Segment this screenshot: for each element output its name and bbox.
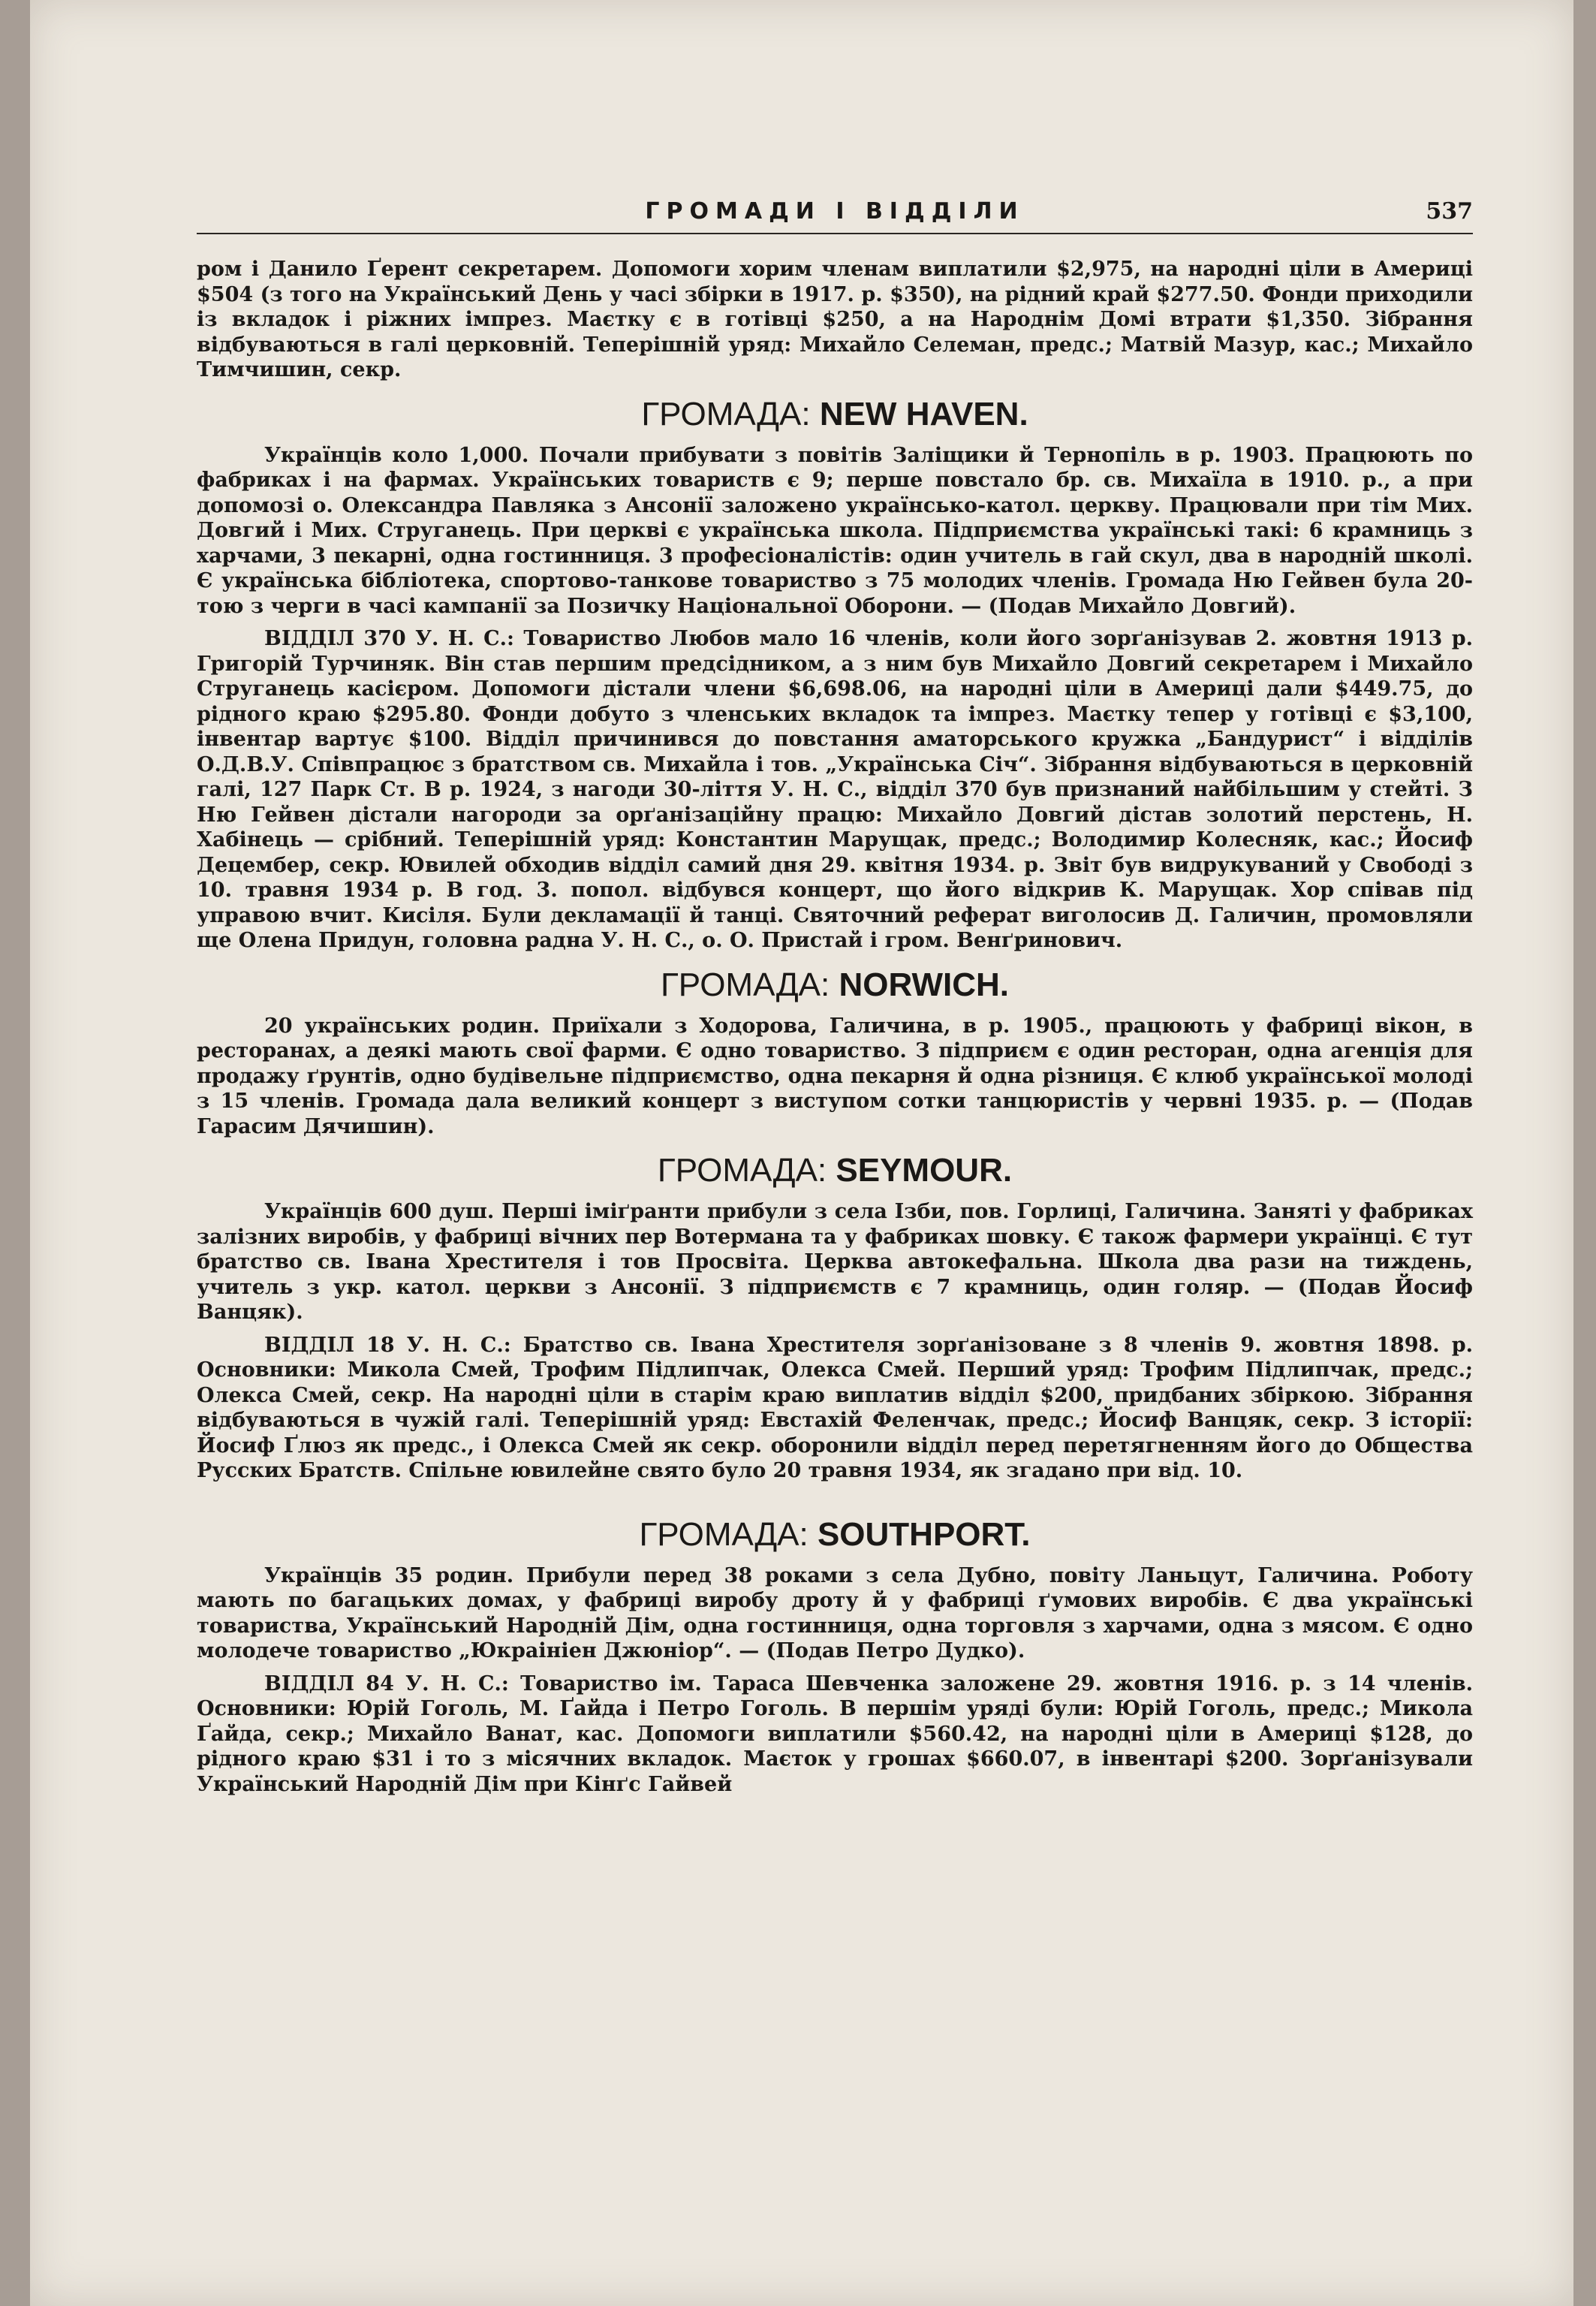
branch-paragraph: ВІДДІЛ 84 У. Н. С.: Товариство ім. Тараса Шевченка заложене 29. жовтня 1916. р. з 14 членів. Основники: Юрій Гоголь, М. Ґайда і Петро Гоголь. В першім уряді були: Юрій Гоголь, предс.; Микола Ґайда, секр.; Михайло Ванат, кас. Допомоги виплатили $560.42, на народні ціли в Америці $128, до рідного краю $31 і то з місячних вкладок. Маєток у грошах $660.07, в інвентарі $200. Зорґанізували Український Народній Дім при Кінґс Гайвей (197, 1671, 1473, 1796)
section-paragraph: 20 українських родин. Приїхали з Ходорова, Галичина, в р. 1905., працюють у фабриці вікон, в ресторанах, а деякі мають свої фарми. Є одно товариство. З підприєм є один ресторан, одна агенція для продажу ґрунтів, одно будівельне підприємство, одна пекарня й одна різниця. Є клюб української молоді з 15 членів. Громада дала великий концерт з виступом сотки танцюристів у червні 1935. р. — (Подав Гарасим Дячишин). (197, 1014, 1473, 1138)
section-city: SEYMOUR. (836, 1152, 1013, 1189)
section-paragraph: Українців 600 душ. Перші іміґранти прибули з села Ізби, пов. Горлиці, Галичина. Заняті у фабриках залізних виробів, у фабриці вічних пер Вотермана та у фабриках шовку. Є також фармери українці. Є тут братство св. Івана Хрестителя і тов Просвіта. Церква автокефальна. Школа два рази на тиждень, учитель з укр. катол. церкви з Ансонії. З підприємств є 7 крамниць, один голяр. — (Подав Йосиф Ванцяк). (197, 1200, 1473, 1324)
section-prefix: ГРОМАДА: (660, 966, 830, 1003)
section-paragraph: Українців коло 1,000. Почали прибувати з повітів Заліщики й Тернопіль в р. 1903. Працюють по фабриках і на фармах. Українських товариств є 9; перше повстало бр. св. Михаїла в 1910. р., а при допомозі о. Олександра Павляка з Ансонії заложено українсько-катол. церкву. Працювали при тім Мих. Довгий і Мих. Струганець. При церкві є українська школа. Підприємства українські такі: 6 крамниць з харчами, 3 пекарні, одна гостинниця. 3 професіоналістів: один учитель в гай скул, два в народній школі. Є українська бібліотека, спортово-танкове товариство з 75 молодих членів. Громада Ню Гейвен була 20-тою з черги в часі кампанії за Позичку Національної Оборони. — (Подав Михайло Довгий). (197, 443, 1473, 618)
page-number: 537 (1426, 198, 1473, 225)
book-page (30, 0, 1573, 2306)
section-city: NEW HAVEN. (819, 395, 1028, 433)
section-city: SOUTHPORT. (817, 1515, 1031, 1553)
section-heading-southport (197, 1514, 1473, 1556)
intro-paragraph: ром і Данило Ґерент секретарем. Допомоги хорим членам виплатили $2,975, на народні ціли в Америці $504 (з того на Український День у часі збірки в 1917. р. $350), на рідний край $277.50. Фонди приходили із вкладок і ріжних імпрез. Маєтку є в готівці $250, а на Народнім Домі втрати $1,350. Зібрання відбуваються в галі церковній. Теперішній уряд: Михайло Селеман, предс.; Матвій Мазур, кас.; Михайло Тимчишин, секр. (197, 258, 1473, 381)
section-heading-new-haven (197, 393, 1473, 436)
section-heading-seymour (197, 1150, 1473, 1192)
running-title: ГРОМАДИ І ВІДДІЛИ (645, 198, 1025, 225)
branch-paragraph: ВІДДІЛ 18 У. Н. С.: Братство св. Івана Хрестителя зорґанізоване з 8 членів 9. жовтня 1898. р. Основники: Микола Смей, Трофим Підлипчак, Олекса Смей. Перший уряд: Трофим Підлипчак, предс.; Олекса Смей, секр. На народні ціли в старім краю виплатив відділ $200, придбаних збіркою. Зібрання відбуваються в чужій галі. Теперішній уряд: Евстахій Феленчак, предс.; Йосиф Ванцяк, секр. З історії: Йосиф Ґлюз як предс., і Олекса Смей як секр. оборонили відділ перед перетягненням його до Общества Русских Братств. Спільне ювилейне свято було 20 травня 1934, як згадано при від. 10. (197, 1333, 1473, 1482)
running-head (197, 192, 1473, 234)
branch-paragraph: ВІДДІЛ 370 У. Н. С.: Товариство Любов мало 16 членів, коли його зорґанізував 2. жовтня 1913 р. Григорій Турчиняк. Він став першим предсідником, а з ним був Михайло Довгий секретарем і Михайло Струганець касієром. Допомоги дістали члени $6,698.06, на народні ціли в Америці дали $449.75, до рідного краю $295.80. Фонди добуто з членських вкладок та імпрез. Маєтку тепер у готівці є $3,100, інвентар вартує $100. Відділ причинився до повстання аматорського кружка „Бандурист“ і відділів О.Д.В.У. Співпрацює з братством св. Михайла і тов. „Українська Січ“. Зібрання відбуваються в церковній галі, 127 Парк Ст. В р. 1924, з нагоди 30-ліття У. Н. С., відділ 370 був признаний найбільшим у стейті. З Ню Гейвен дістали нагороди за орґанізаційну працю: Михайло Довгий дістав золотий перстень, Н. Хабінець — срібний. Теперішній уряд: Константин Марущак, предс.; Володимир Колесняк, кас.; Йосиф Децембер, секр. Ювилей обходив відділ самий дня 29. квітня 1934. р. Звіт був видрукуваний у Свободі з 10. травня 1934 р. В год. 3. попол. відбувся концерт, що його відкрив К. Марущак. Хор співав під управою вчит. Кисіля. Були декламації й танці. Святочний реферат виголосив Д. Галичин, промовляли ще Олена Придун, головна радна У. Н. С., о. О. Пристай і гром. Венґринович. (197, 627, 1473, 952)
section-paragraph: Українців 35 родин. Прибули перед 38 роками з села Дубно, повіту Ланьцут, Галичина. Роботу мають по багацьких домах, у фабриці виробу дроту й у фабриці ґумових виробів. Є два українські товариства, Український Народній Дім, одна гостинниця, одна торговля з харчами, одна з мясом. Є одно молодече товариство „Юкраініен Джюніор“. — (Подав Петро Дудко). (197, 1563, 1473, 1662)
page-content (197, 192, 1473, 1797)
section-city: NORWICH. (839, 966, 1009, 1003)
section-prefix: ГРОМАДА: (639, 1515, 809, 1553)
section-prefix: ГРОМАДА: (657, 1152, 827, 1189)
section-prefix: ГРОМАДА: (641, 395, 811, 433)
section-heading-norwich (197, 964, 1473, 1006)
